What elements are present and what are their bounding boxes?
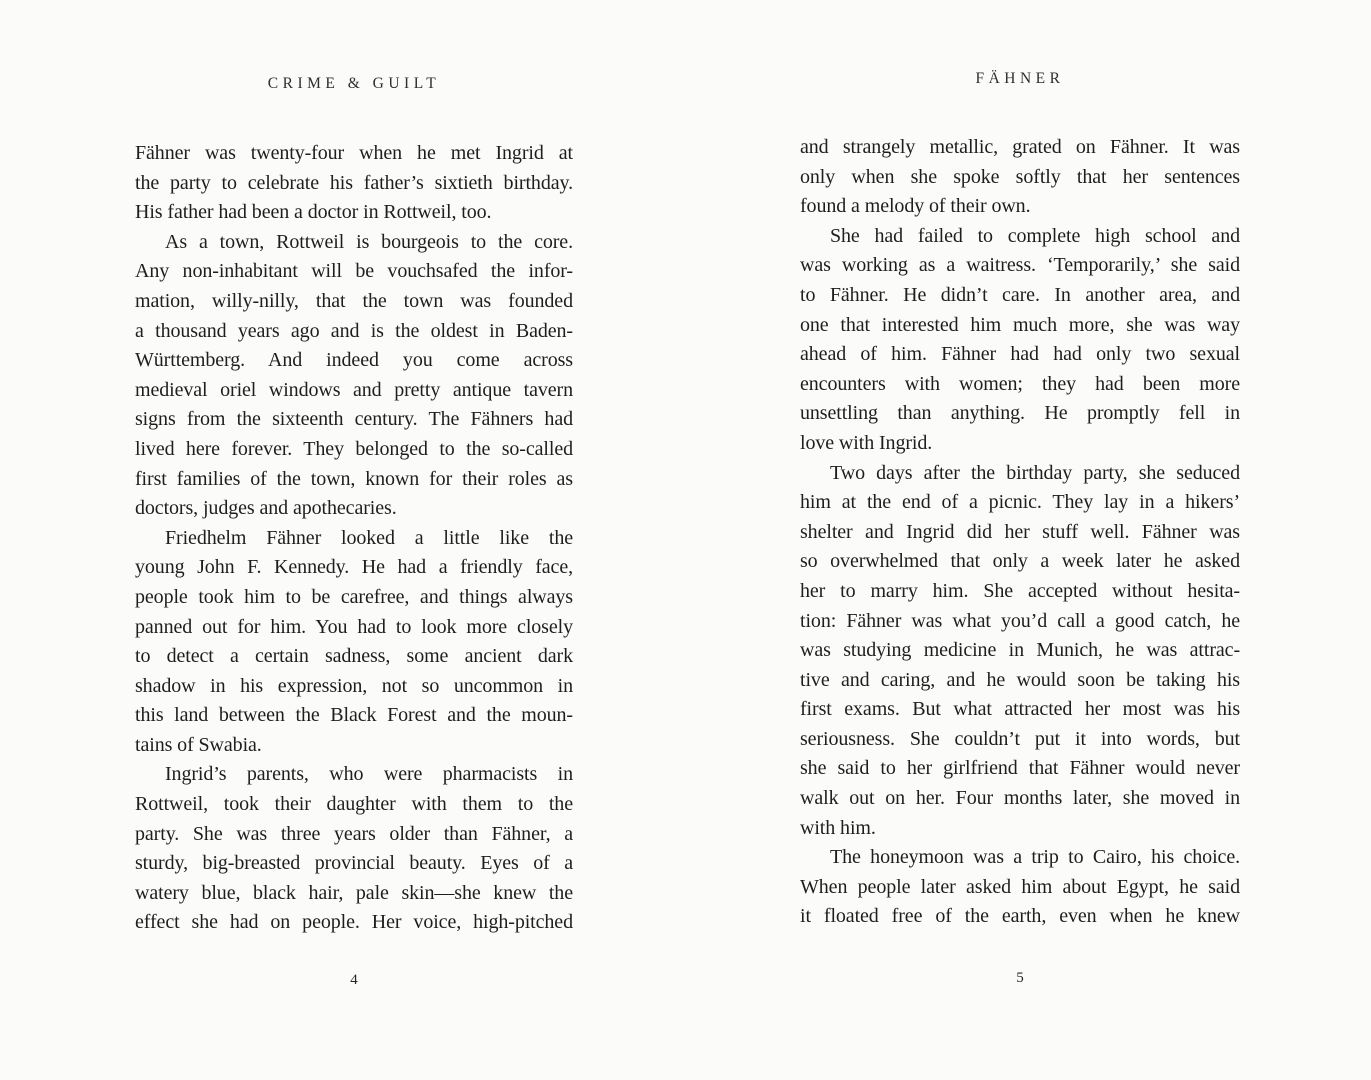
text-line: walk out on her. Four months later, she moved in: [800, 787, 1240, 810]
text-line: His father had been a doctor in Rottweil, too.: [135, 201, 492, 224]
text-line: seriousness. She couldn’t put it into words, but: [800, 727, 1240, 750]
left-text-block: [135, 139, 573, 938]
text-line: She had failed to complete high school and: [830, 224, 1240, 247]
text-line: Fähner was twenty-four when he met Ingrid at: [135, 142, 573, 164]
right-page: [800, 0, 1240, 1080]
text-line: When people later asked him about Egypt, he said: [800, 875, 1240, 898]
text-line: shelter and Ingrid did her stuff well. Fähner was: [800, 520, 1240, 543]
text-line: her to marry him. She accepted without hesita-: [800, 579, 1240, 602]
text-line: tion: Fähner was what you’d call a good catch, he: [800, 609, 1240, 632]
text-line: Two days after the birthday party, she seduced: [830, 461, 1240, 484]
text-line: watery blue, black hair, pale skin—she knew the: [135, 881, 573, 904]
text-line: tains of Swabia.: [135, 733, 262, 756]
text-line: party. She was three years older than Fähner, a: [135, 822, 573, 845]
text-line: she said to her girlfriend that Fähner would never: [800, 757, 1240, 780]
text-line: with him.: [800, 816, 876, 839]
text-line: one that interested him much more, she was way: [800, 313, 1240, 336]
right-running-head: FÄHNER: [975, 70, 1065, 87]
left-page-number: 4: [350, 972, 358, 988]
text-line: young John F. Kennedy. He had a friendly face,: [135, 556, 573, 579]
text-line: Friedhelm Fähner looked a little like the: [165, 526, 573, 549]
text-line: sturdy, big-breasted provincial beauty. Eyes of a: [135, 852, 573, 875]
text-line: people took him to be carefree, and things always: [135, 585, 573, 608]
text-line: signs from the sixteenth century. The Fähners had: [135, 408, 573, 431]
text-line: this land between the Black Forest and the moun-: [135, 704, 573, 727]
text-line: to detect a certain sadness, some ancient dark: [135, 645, 573, 668]
left-page: [135, 0, 573, 1080]
text-line: panned out for him. You had to look more closely: [135, 615, 573, 638]
text-line: unsettling than anything. He promptly fell in: [800, 402, 1240, 425]
text-line: As a town, Rottweil is bourgeois to the core.: [165, 230, 573, 253]
text-line: him at the end of a picnic. They lay in a hikers’: [800, 491, 1240, 514]
text-line: was working as a waitress. ‘Temporarily,’ she said: [800, 254, 1240, 277]
text-line: Ingrid’s parents, who were pharmacists in: [165, 763, 573, 786]
text-line: only when she spoke softly that her sentences: [800, 165, 1240, 188]
text-line: effect she had on people. Her voice, high-pitched: [135, 911, 573, 934]
text-line: mation, willy-nilly, that the town was founded: [135, 289, 573, 312]
text-line: doctors, judges and apothecaries.: [135, 497, 397, 520]
text-line: ahead of him. Fähner had had only two sexual: [800, 343, 1240, 366]
text-line: it floated free of the earth, even when he knew: [800, 905, 1240, 928]
text-line: was studying medicine in Munich, he was attrac-: [800, 639, 1240, 662]
text-line: the party to celebrate his father’s sixtieth birthday.: [135, 171, 573, 194]
text-line: a thousand years ago and is the oldest in Baden-: [135, 319, 573, 342]
right-text-block: [800, 133, 1240, 932]
right-page-number: 5: [1016, 970, 1024, 986]
text-line: first exams. But what attracted her most was his: [800, 698, 1240, 721]
text-line: tive and caring, and he would soon be taking his: [800, 668, 1240, 691]
text-line: Rottweil, took their daughter with them to the: [135, 793, 573, 816]
text-line: love with Ingrid.: [800, 431, 933, 454]
text-line: encounters with women; they had been more: [800, 372, 1240, 395]
text-line: medieval oriel windows and pretty antique tavern: [135, 378, 573, 401]
text-line: to Fähner. He didn’t care. In another area, and: [800, 283, 1240, 306]
text-line: found a melody of their own.: [800, 195, 1031, 218]
text-line: Any non-inhabitant will be vouchsafed the infor-: [135, 260, 573, 283]
text-line: shadow in his expression, not so uncommon in: [135, 674, 573, 697]
text-line: Württemberg. And indeed you come across: [135, 349, 573, 372]
left-running-head: CRIME & GUILT: [267, 75, 441, 92]
text-line: so overwhelmed that only a week later he asked: [800, 550, 1240, 573]
text-line: The honeymoon was a trip to Cairo, his choice.: [830, 846, 1240, 869]
text-line: first families of the town, known for their roles as: [135, 467, 573, 490]
text-line: lived here forever. They belonged to the so-called: [135, 437, 573, 460]
text-line: and strangely metallic, grated on Fähner. It was: [800, 136, 1240, 158]
